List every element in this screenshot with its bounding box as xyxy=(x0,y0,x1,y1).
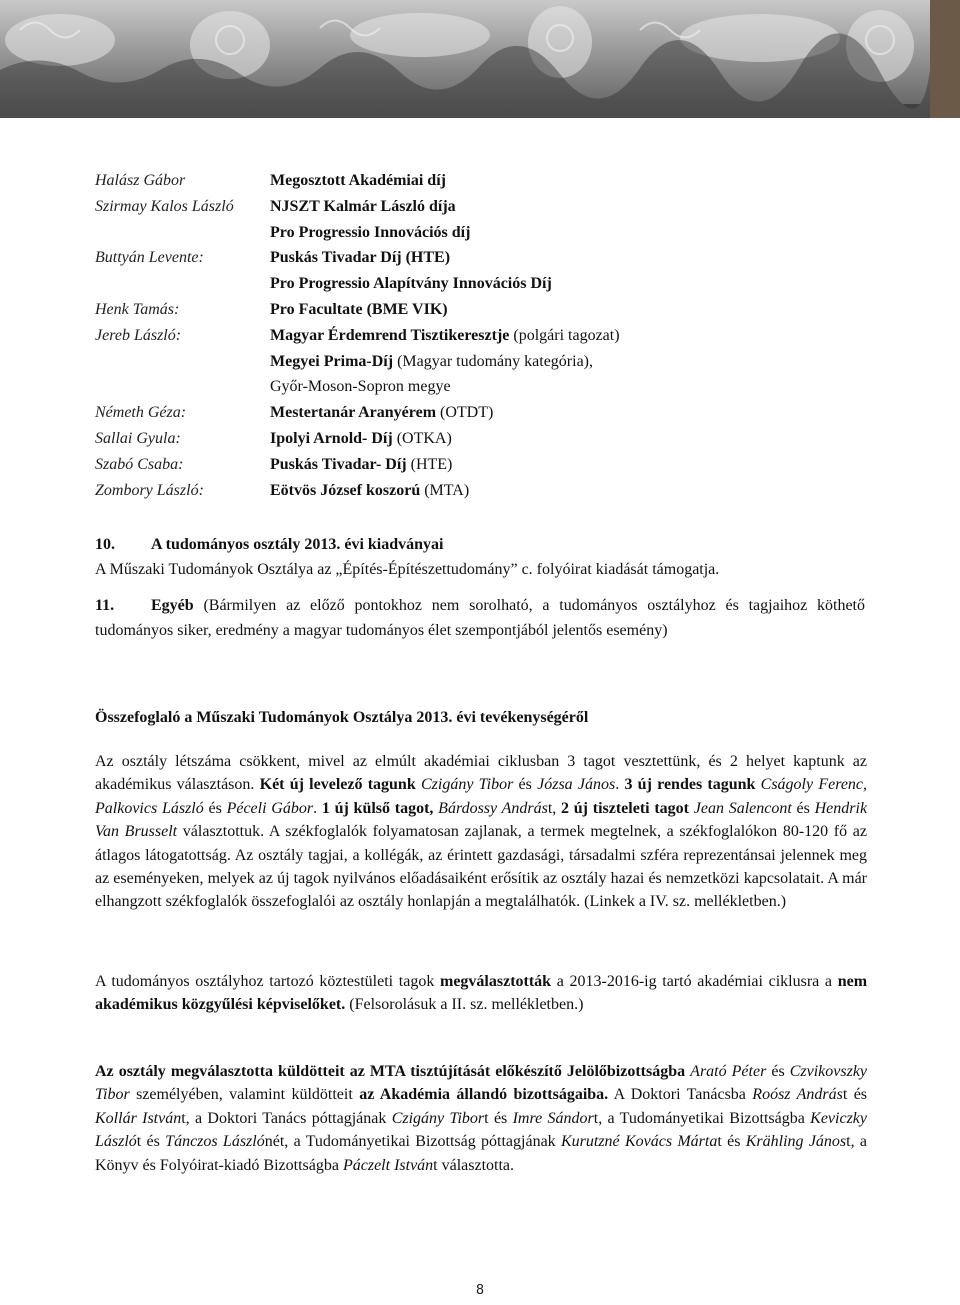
award-recipient: Buttyán Levente: xyxy=(95,249,204,267)
award-recipient: Zombory László: xyxy=(95,481,204,499)
award-title: Pro Progressio Alapítvány Innovációs Díj xyxy=(270,275,552,293)
award-title: Pro Progressio Innovációs díj xyxy=(270,223,471,241)
award-row xyxy=(95,194,865,220)
award-title: Mestertanár Aranyérem (OTDT) xyxy=(270,404,494,422)
award-row xyxy=(95,400,865,426)
award-title: NJSZT Kalmár László díja xyxy=(270,197,456,215)
header-accent-band xyxy=(930,0,960,118)
section-10-body: A Műszaki Tudományok Osztálya az „Építés-Építészettudomány” c. folyóirat kiadását támogatja. xyxy=(95,561,720,578)
paragraph-membership: Az osztály létszáma csökkent, mivel az elmúlt akadémiai ciklusban 3 tagot vesztettünk, és 2 helyet kaptunk az akadémikus választáson. Két új levelező tagunk Czigány Tibor és Józsa János. 3 új rendes tagunk Cságoly Ferenc, Palkovics László és Péceli Gábor. 1 új külső tagot, Bárdossy Andrást, 2 új tiszteleti tagot Jean Salencont és Hendrik Van Brusselt választottuk. A székfoglalók folyamatosan zajlanak, a termek megtelnek, a székfoglalókon 80-120 fő az átlagos látogatottság. Az osztály tagjai, a kollégák, az érintett gazdasági, társadalmi szféra reprezentánsai jelennek meg az eseményeken, melyek az új tagok nyilvános előadásaiként erősítik az osztály hazai és nemzetközi kapcsolatait. A már elhangzott székfoglalók összefoglalói az osztály honlapján a megtalálhatók. (Linkek a IV. sz. mellékletben.) xyxy=(95,753,868,911)
award-row xyxy=(95,271,865,297)
award-row xyxy=(95,297,865,323)
award-title: Puskás Tivadar- Díj (HTE) xyxy=(270,455,453,473)
award-recipient: Halász Gábor xyxy=(95,172,186,189)
award-title: Megyei Prima-Díj (Magyar tudomány kategória), xyxy=(270,352,593,370)
section-11-title: Egyéb xyxy=(151,597,194,614)
award-title: Megosztott Akadémiai díj xyxy=(270,172,446,189)
award-title: Magyar Érdemrend Tisztikeresztje (polgári tagozat) xyxy=(270,326,620,344)
award-row xyxy=(95,168,865,194)
award-row xyxy=(95,426,865,452)
summary-heading: Összefoglaló a Műszaki Tudományok Osztálya 2013. évi tevékenységéről xyxy=(95,709,589,726)
award-title: Ipolyi Arnold- Díj (OTKA) xyxy=(270,429,452,447)
award-row xyxy=(95,374,865,400)
award-title: Pro Facultate (BME VIK) xyxy=(270,300,448,318)
section-11 xyxy=(95,594,865,643)
section-11-body: (Bármilyen az előző pontokhoz nem sorolható, a tudományos osztályhoz és tagjaihoz köthető tudományos siker, eredmény a magyar tudományos élet szempontjából jelentős esemény) xyxy=(95,597,865,639)
page-number: 8 xyxy=(475,1283,485,1298)
ornamental-frieze-image xyxy=(0,0,930,118)
section-11-number: 11. xyxy=(95,597,115,614)
award-row xyxy=(95,245,865,271)
section-10-heading: 10. A tudományos osztály 2013. évi kiadványai xyxy=(95,536,444,553)
award-recipient: Henk Tamás: xyxy=(95,300,180,318)
award-row xyxy=(95,349,865,375)
awards-list xyxy=(95,168,865,503)
award-recipient: Szabó Csaba: xyxy=(95,455,184,473)
award-title: Puskás Tivadar Díj (HTE) xyxy=(270,249,451,267)
paragraph-delegates: Az osztály megválasztotta küldötteit az MTA tisztújítását előkészítő Jelölőbizottságba Arató Péter és Czvikovszky Tibor személyében, valamint küldöttеit az Akadémia állandó bizottságaiba. A Doktori Tanácsba Roósz Andrást és Kollár Istvánt, a Doktori Tanács póttagjának Czigány Tibort és Imre Sándort, a Tudományetikai Bizottságba Keviczky Lászlót és Tánczos Lászlónét, a Tudományetikai Bizottság póttagjának Kurutzné Kovács Mártat és Krähling Jánost, a Könyv és Folyóirat-kiadó Bizottságba Páczelt Istvánt választotta. xyxy=(95,1063,868,1174)
award-title: Eötvös József koszorú (MTA) xyxy=(270,481,470,499)
award-recipient: Sallai Gyula: xyxy=(95,429,181,447)
award-row xyxy=(95,452,865,478)
award-row xyxy=(95,220,865,246)
award-recipient: Németh Géza: xyxy=(95,404,187,422)
award-row xyxy=(95,323,865,349)
award-title: Győr-Moson-Sopron megye xyxy=(270,378,451,396)
section-10 xyxy=(95,532,865,582)
award-row xyxy=(95,478,865,504)
paragraph-representatives: A tudományos osztályhoz tartozó köztestületi tagok megválasztották a 2013-2016-ig tartó akadémiai ciklusra a nem akadémikus közgyűlési képviselőket. (Felsorolásuk a II. sz. mellékletben.) xyxy=(95,973,868,1014)
header-banner xyxy=(0,0,930,118)
award-recipient: Szirmay Kalos László xyxy=(95,197,234,215)
award-recipient: Jereb László: xyxy=(95,326,182,344)
